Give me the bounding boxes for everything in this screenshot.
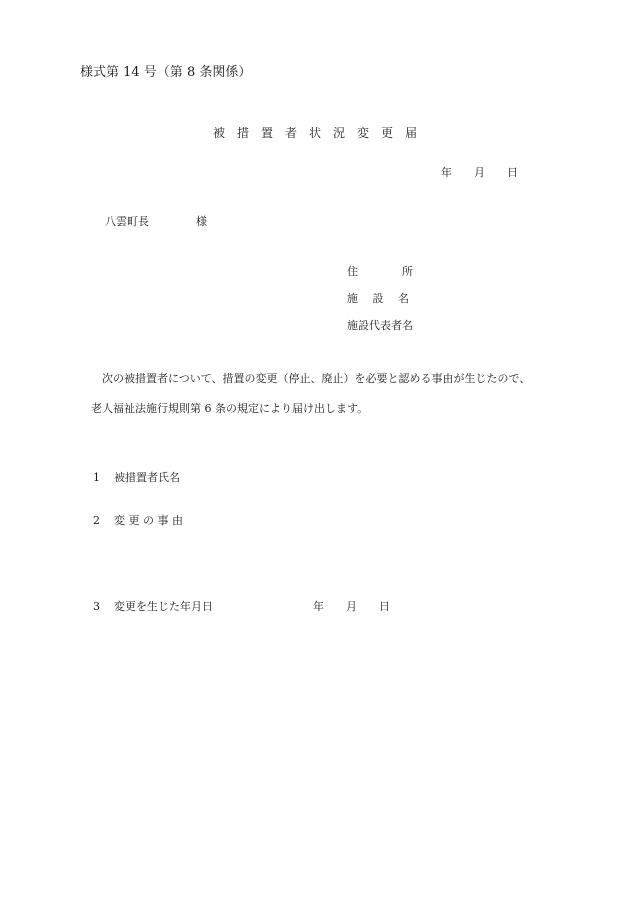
item-number: 2 [93,514,100,527]
form-number: 様式第 14 号（第 8 条関係） [80,65,252,80]
item-number: 3 [93,600,100,613]
change-date-field: 年 月 日 [313,600,390,613]
representative-label: 施設代表者名 [347,319,413,332]
addressee-honorific: 様 [196,215,207,228]
item-label-person-name: 被措置者氏名 [114,471,180,484]
item-number: 1 [93,471,100,484]
item-label-change-reason: 変 更 の 事 由 [114,514,183,527]
document-title: 被 措 置 者 状 況 変 更 届 [213,126,418,140]
item-label-change-date: 変更を生じた年月日 [114,600,213,613]
addressee: 八雲町長 [105,215,149,228]
facility-name-label: 施 設 名 [347,292,409,305]
body-text-line-1: 次の被措置者について、措置の変更（停止、廃止）を必要と認める事由が生じたので、 [102,372,531,385]
body-text-line-2: 老人福祉法施行規則第 6 条の規定により届け出します。 [91,402,369,415]
address-label: 住 所 [347,265,413,278]
submission-date-field: 年 月 日 [441,166,518,179]
